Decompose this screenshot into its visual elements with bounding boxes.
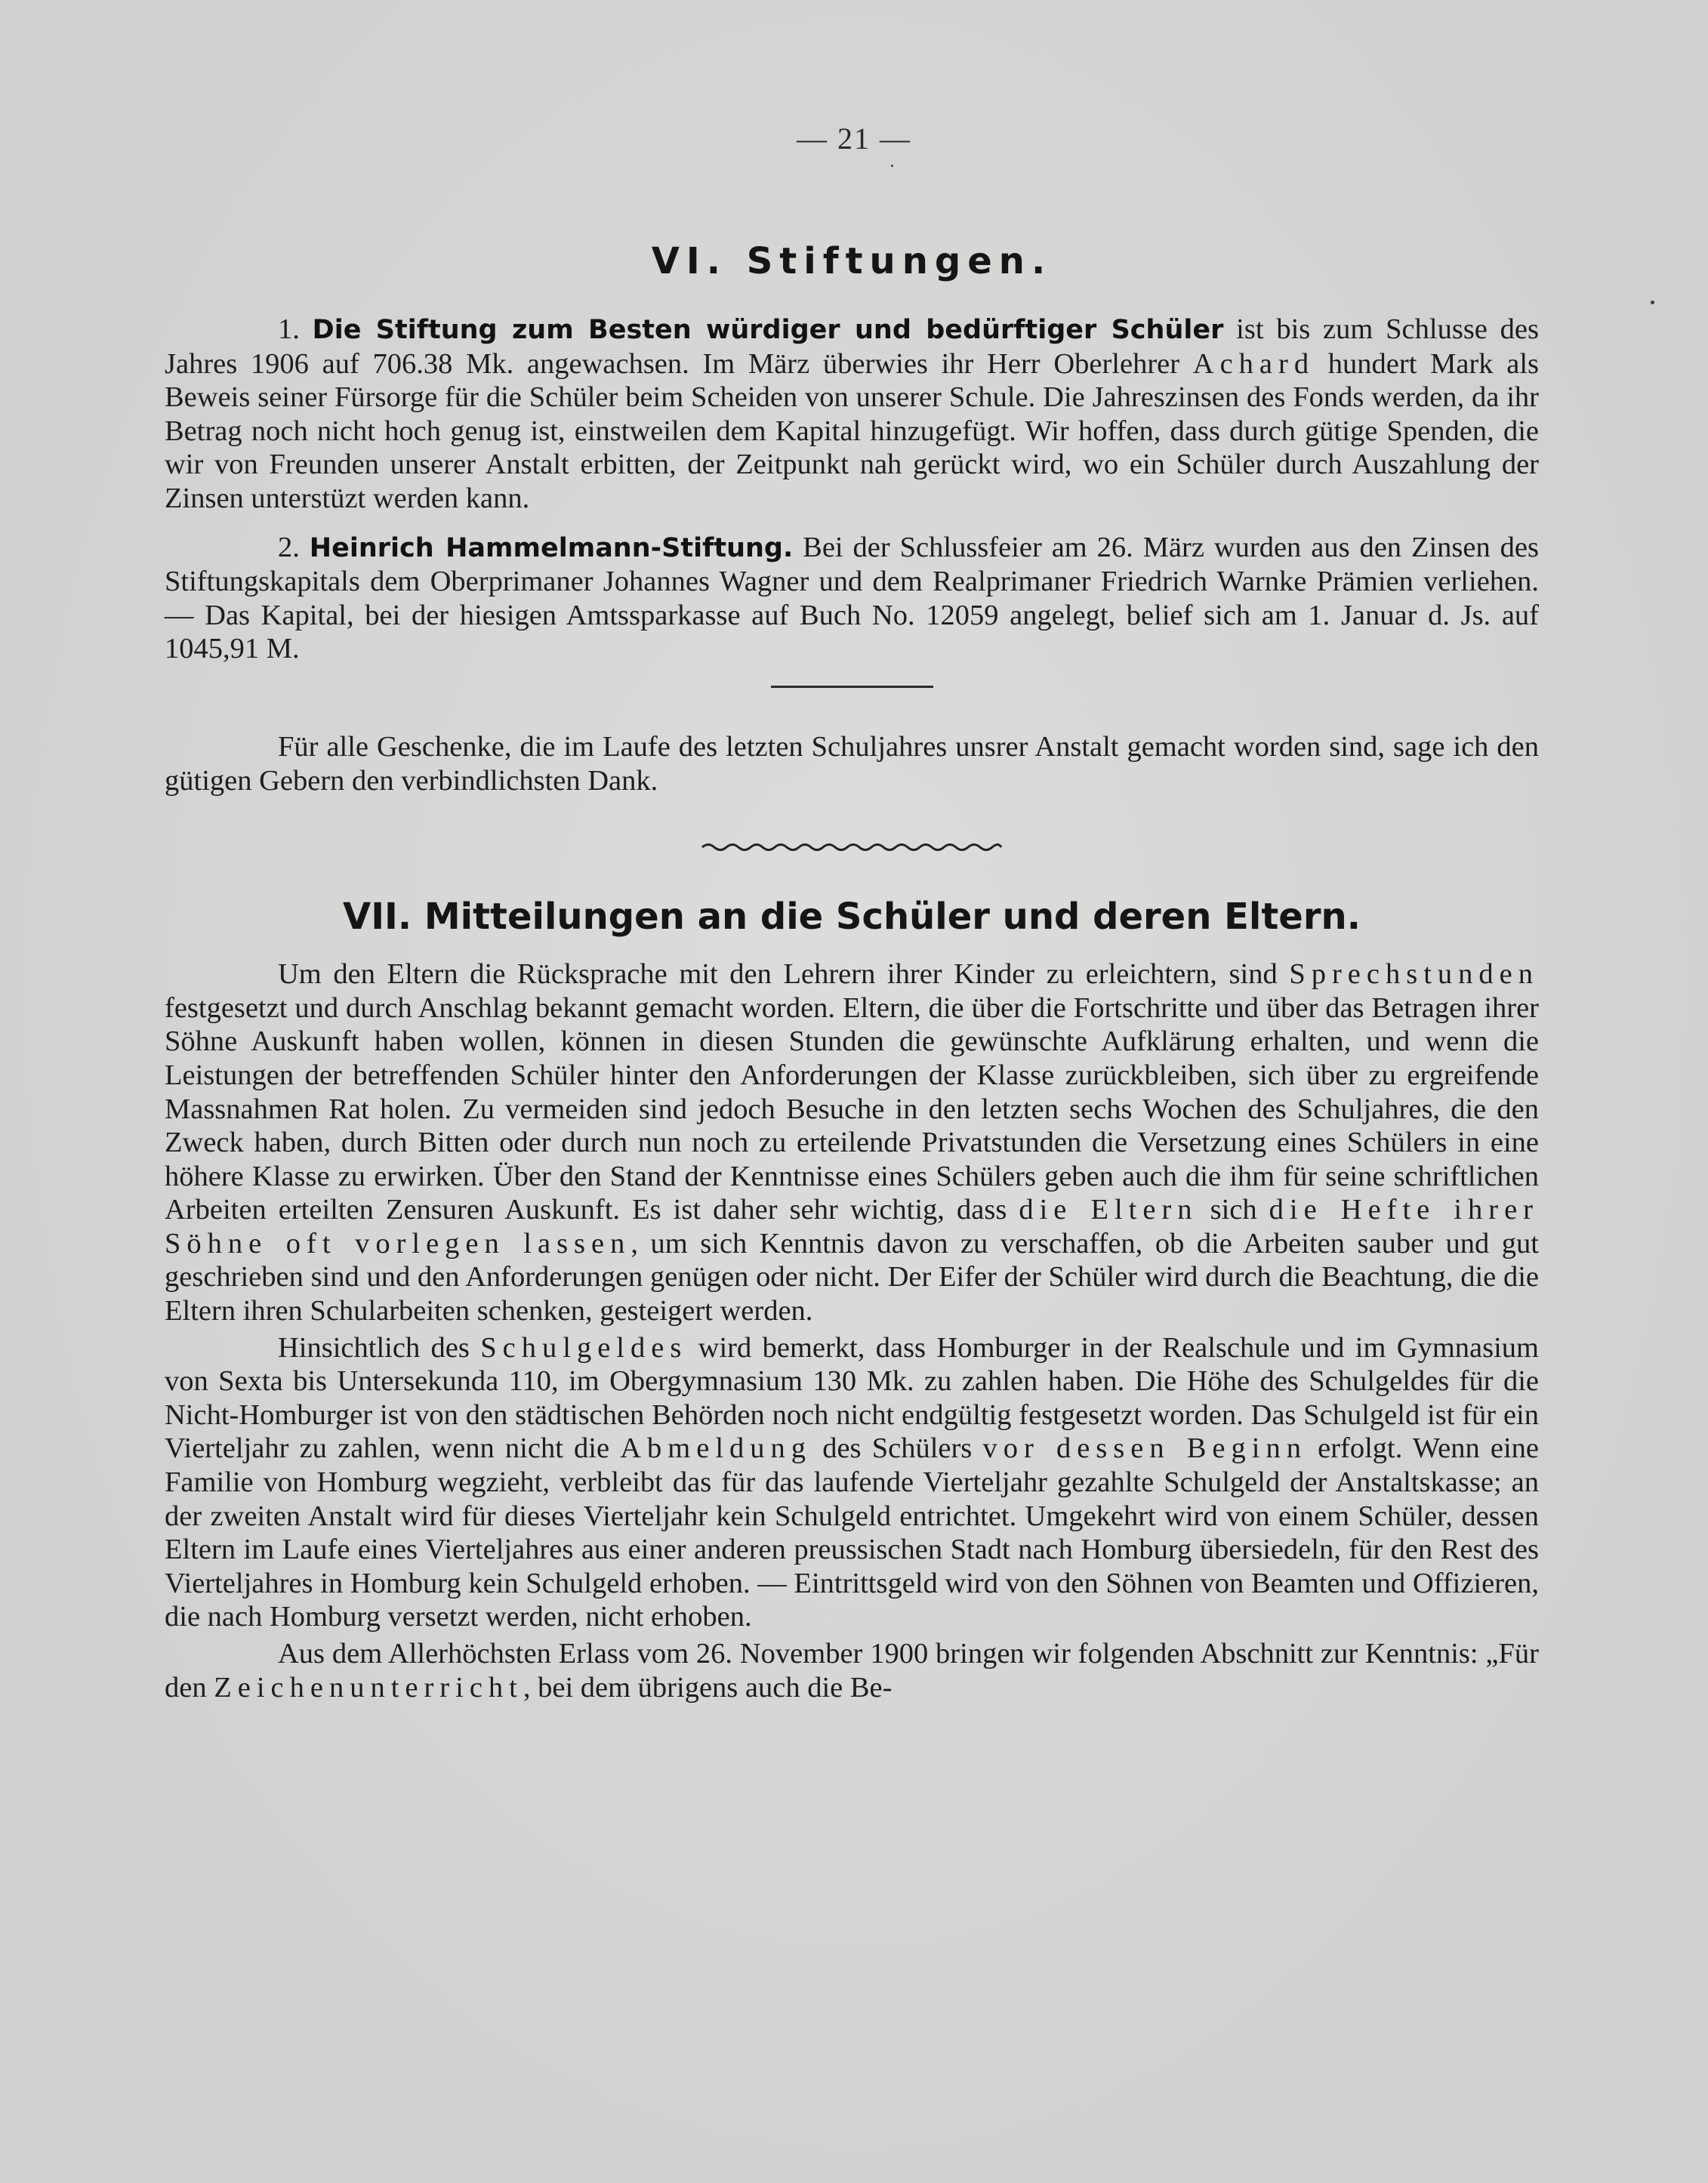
- text-run: wird bemerkt, dass Homburger in der Realschule und im Gymnasium von Sexta bis Untersekunda 110, im Obergymnasium 130 Mk. zu zahlen haben. Die Höhe des Schulgeldes für die Nicht-Homburger ist von den städtischen Behörden noch nicht endgültig festgesetzt worden. Das Schulgeld ist für ein Vierteljahr zu zahlen, wenn nicht die: [165, 1331, 1539, 1465]
- text-run: Aus dem Allerhöchsten Erlass vom 26. November 1900 bringen wir folgenden Abschnitt zur Kenntnis: „Für den: [165, 1638, 1539, 1704]
- text-run: festgesetzt und durch Anschlag bekannt gemacht worden. Eltern, die über die Fortschritte und über das Betragen ihrer Söhne Auskunft haben wollen, können in diesen Stunden die gewünschte Aufklärung erhalten, und wenn die Leistungen der betreffenden Schüler hinter den Anforderungen der Klasse zurückbleiben, sich über zu ergreifende Massnahmen Rat holen. Zu vermeiden sind jedoch Besuche in den letzten sechs Wochen des Schuljahres, die den Zweck haben, durch Bitten oder durch nun noch zu erteilende Privatstunden die Versetzung eines Schülers in eine höhere Klasse zu erwirken. Über den Stand der Kenntnisse eines Schülers geben auch die ihm für seine schriftlichen Arbeiten erteilten Zensuren Auskunft. Es ist daher sehr wichtig, dass: [165, 991, 1539, 1226]
- spaced-hefte-vorlegen: die Hefte ihrer Söhne oft vorlegen lassen: [165, 1194, 1539, 1260]
- paragraph-stiftung-1: [165, 313, 1539, 516]
- stiftung-1-text-b: hundert Mark als Beweis seiner Fürsorge für die Schüler beim Scheiden von unserer Schule. Die Jahreszinsen des Fonds werden, da ihr Betrag noch nicht hoch genug ist, einstweilen dem Kapital hinzugefügt. Wir hoffen, dass durch gütige Spenden, die wir von Freunden unserer Anstalt erbitten, der Zeitpunkt nah gerückt wird, wo ein Schüler durch Auszahlung der Zinsen unterstüzt werden kann.: [165, 347, 1539, 514]
- text-run: erfolgt. Wenn eine Familie von Homburg wegzieht, verbleibt das für das laufende Vierteljahr gezahlte Schulgeld der Anstaltskasse; an der zweiten Anstalt wird für dieses Vierteljahr kein Schulgeld entrichtet. Umgekehrt wird von einem Schüler, dessen Eltern im Laufe eines Vierteljahres aus einer anderen preussischen Stadt nach Homburg übersiedeln, für den Rest des Vierteljahres in Homburg kein Schulgeld erhoben. — Eintrittsgeld wird von den Söhnen von Beamten und Offizieren, die nach Homburg versetzt werden, nicht erhoben.: [165, 1432, 1539, 1633]
- paper-speck: [1651, 301, 1654, 304]
- spaced-sprechstunden: Sprechstunden: [1289, 958, 1539, 991]
- stiftung-2-text: Bei der Schlussfeier am 26. März wurden aus den Zinsen des Stiftungskapitals dem Oberprimaner Johannes Wagner und dem Realprimaner Friedrich Warnke Prämien verliehen. — Das Kapital, bei der hiesigen Amtssparkasse auf Buch No. 12059 angelegt, belief sich am 1. Januar d. Js. auf 1045,91 M.: [165, 531, 1539, 665]
- paragraph-thanks: Für alle Geschenke, die im Laufe des letzten Schuljahres unsrer Anstalt gemacht worden sind, sage ich den gütigen Gebern den verbindlichsten Dank.: [165, 730, 1539, 797]
- text-run: Um den Eltern die Rücksprache mit den Lehrern ihrer Kinder zu erleichtern, sind: [278, 958, 1290, 991]
- paragraph-schulgeld: [165, 1331, 1539, 1634]
- text-run: , bei dem übrigens auch die Be-: [523, 1671, 893, 1704]
- text-run: Hinsichtlich des: [278, 1331, 481, 1364]
- item-number-1: 1.: [278, 313, 300, 345]
- text-run: des Schülers: [812, 1432, 983, 1465]
- spaced-abmeldung: Abmeldung: [620, 1432, 812, 1465]
- spaced-schulgeldes: Schulgeldes: [480, 1331, 688, 1364]
- paragraph-stiftung-2: [165, 531, 1539, 666]
- heading-hammelmann-stiftung: Heinrich Hammelmann-Stiftung.: [309, 532, 794, 563]
- divider-rule: [771, 686, 933, 688]
- spacer: [165, 516, 1539, 531]
- paragraph-erlass: [165, 1637, 1539, 1704]
- page-number: — 21 —: [797, 122, 911, 156]
- item-number-2: 2.: [278, 531, 300, 563]
- section-title-mitteilungen: VII. Mitteilungen an die Schüler und deren Eltern.: [343, 896, 1361, 939]
- spaced-vor-dessen-beginn: vor dessen Beginn: [982, 1432, 1307, 1465]
- text-run: , um sich Kenntnis davon zu verschaffen, ob die Arbeiten sauber und gut geschrieben sind und den Anforderungen genügen oder nicht. Der Eifer der Schüler wird durch die Beachtung, die die Eltern ihren Schularbeiten schenken, gesteigert werden.: [165, 1227, 1539, 1327]
- ornamental-wave-divider: [701, 840, 1003, 855]
- page-content: [165, 240, 1539, 1704]
- name-achard: Achard: [1192, 347, 1315, 380]
- spaced-zeichenunterricht: Zeichenunterricht: [214, 1671, 523, 1704]
- stiftung-1-text-a: ist bis zum Schlusse des Jahres 1906 auf 706.38 Mk. angewachsen. Im März überwies ihr Herr Oberlehrer: [165, 313, 1539, 380]
- section-title-stiftungen: VI. Stiftungen.: [651, 240, 1053, 282]
- heading-stiftung-wuerdiger-schueler: Die Stiftung zum Besten würdiger und bedürftiger Schüler: [312, 315, 1224, 345]
- text-run: sich: [1198, 1194, 1269, 1226]
- paper-speck: [891, 165, 893, 167]
- paragraph-sprechstunden: [165, 957, 1539, 1328]
- spaced-die-eltern: die Eltern: [1019, 1194, 1198, 1226]
